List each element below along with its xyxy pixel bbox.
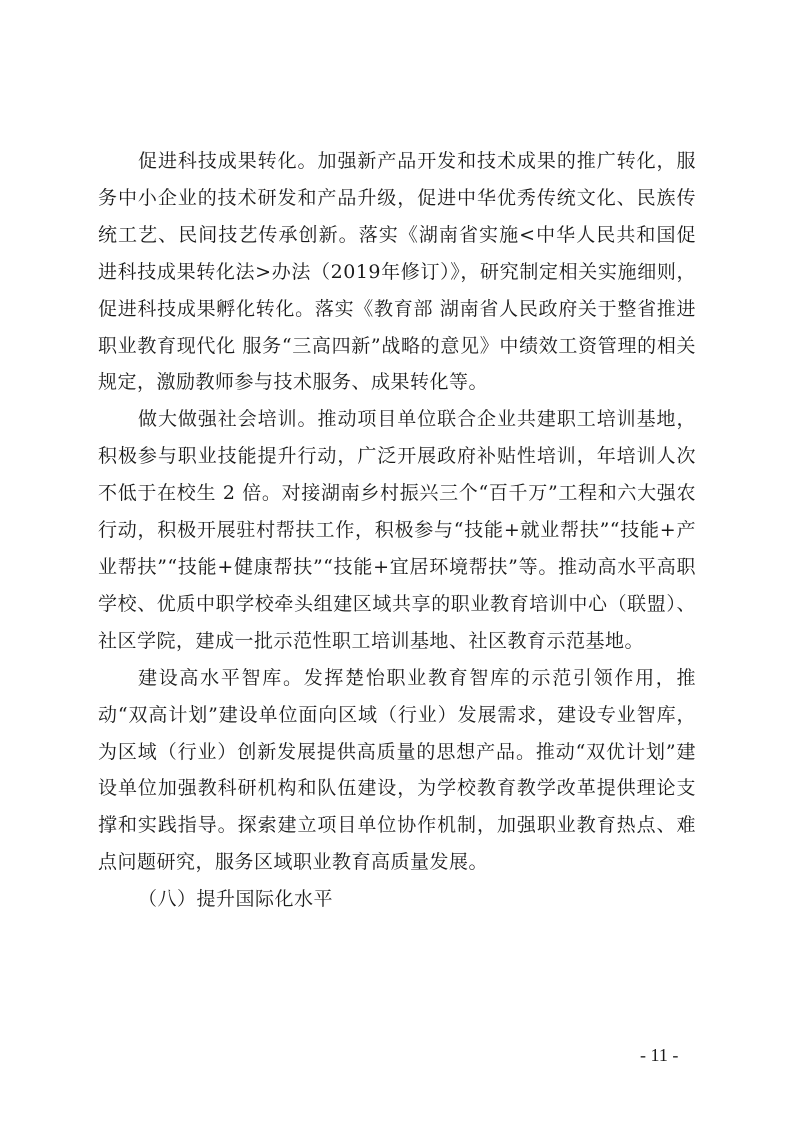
paragraph-think-tank: 建设高水平智库。发挥楚怡职业教育智库的示范引领作用，推动“双高计划”建设单位面向区域（行业）发展需求，建设专业智库，为区域（行业）创新发展提供高质量的思想产品。推动“双优计划”建设单位加强教科研机构和队伍建设，为学校教育教学改革提供理论支撑和实践指导。探索建立项目单位协作机制，加强职业教育热点、难点问题研究，服务区域职业教育高质量发展。 — [98, 666, 696, 874]
paragraph-social-training: 做大做强社会培训。推动项目单位联合企业共建职工培训基地，积极参与职业技能提升行动，广泛开展政府补贴性培训，年培训人次不低于在校生 2 倍。对接湖南乡村振兴三个“百千万”工程和六大强农行动，积极开展驻村帮扶工作，积极参与“技能+就业帮扶”“技能+产业帮扶”“技能+健康帮扶”“技能+宜居环境帮扶”等。推动高水平高职学校、优质中职学校牵头组建区域共享的职业教育培训中心（联盟）、社区学院，建成一批示范性职工培训基地、社区教育示范基地。 — [98, 408, 696, 652]
section-heading: （八）提升国际化水平 — [138, 888, 334, 911]
document-body — [98, 143, 696, 918]
paragraph-tech-transfer: 促进科技成果转化。加强新产品开发和技术成果的推广转化，服务中小企业的技术研发和产品升级，促进中华优秀传统文化、民族传统工艺、民间技艺传承创新。落实《湖南省实施<中华人民共和国促进科技成果转化法>办法（2019年修订）》，研究制定相关实施细则，促进科技成果孵化转化。落实《教育部 湖南省人民政府关于整省推进职业教育现代化 服务“三高四新”战略的意见》中绩效工资管理的相关规定，激励教师参与技术服务、成果转化等。 — [98, 150, 696, 394]
page-number: - 11 - — [640, 1045, 679, 1065]
